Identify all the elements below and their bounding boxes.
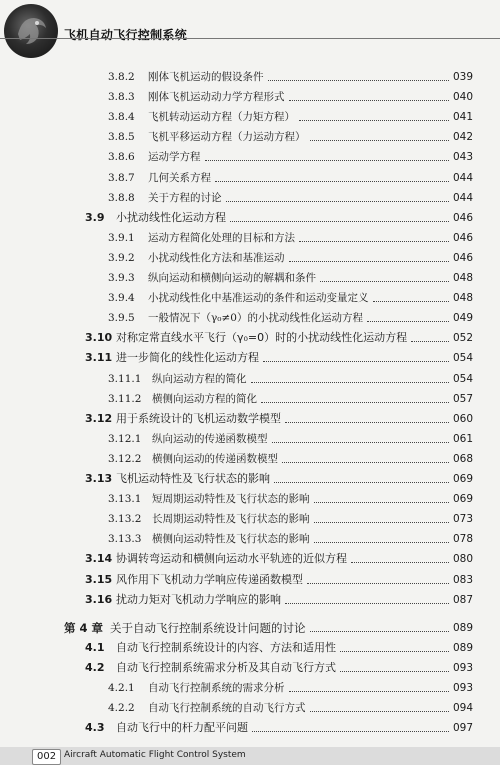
toc-entry[interactable] <box>0 208 500 228</box>
toc-entry-title: 自动飞行控制系统的需求分析 <box>148 682 285 694</box>
book-logo-emblem <box>4 4 58 58</box>
page-header <box>0 0 500 60</box>
toc-entry-number: 3.9.1 <box>108 231 135 244</box>
toc-entry-number: 3.9.3 <box>108 272 135 284</box>
toc-entry-title: 运动方程简化处理的目标和方法 <box>148 231 295 244</box>
toc-leader-dots <box>205 147 449 167</box>
toc-entry[interactable] <box>0 288 500 308</box>
toc-entry-page: 044 <box>452 171 473 184</box>
toc-entry-page: 052 <box>452 332 473 345</box>
toc-entry[interactable] <box>0 268 500 288</box>
toc-entry-title: 长周期运动特性及飞行状态的影响 <box>152 513 310 526</box>
toc-entry-number: 3.8.6 <box>108 151 135 164</box>
toc-entry-page: 060 <box>452 412 473 425</box>
toc-leader-dots <box>268 67 449 87</box>
toc-entry[interactable] <box>0 469 500 489</box>
toc-entry-number: 3.12.2 <box>108 452 142 465</box>
footer-english-title: Aircraft Automatic Flight Control System <box>64 750 246 760</box>
toc-entry[interactable] <box>0 67 500 87</box>
toc-entry[interactable] <box>0 87 500 107</box>
toc-entry[interactable] <box>0 529 500 549</box>
toc-entry-number: 3.11 <box>85 351 113 365</box>
toc-leader-dots <box>299 228 449 248</box>
toc-entry-number: 3.12.1 <box>108 432 142 445</box>
toc-entry-page: 061 <box>452 432 473 445</box>
toc-entry-page: 042 <box>452 131 473 144</box>
toc-entry-page: 039 <box>452 71 473 83</box>
toc-entry[interactable] <box>0 678 500 698</box>
toc-entry[interactable] <box>0 188 500 208</box>
toc-entry[interactable] <box>0 489 500 509</box>
toc-entry-title: 风作用下飞机动力学响应传递函数模型 <box>116 572 303 586</box>
toc-entry[interactable] <box>0 409 500 429</box>
toc-entry-page: 093 <box>452 682 473 694</box>
toc-entry-title: 关于方程的讨论 <box>148 191 222 204</box>
toc-entry-title: 用于系统设计的飞机运动数学模型 <box>116 411 281 425</box>
toc-entry-number: 3.9 <box>85 210 105 224</box>
toc-entry-number: 3.8.4 <box>108 111 135 124</box>
toc-entry-page: 044 <box>452 191 473 204</box>
toc-entry-number: 3.8.8 <box>108 191 135 204</box>
toc-entry-page: 083 <box>452 573 473 586</box>
toc-entry[interactable] <box>0 658 500 678</box>
toc-leader-dots <box>314 489 449 509</box>
toc-entry-page: 089 <box>452 621 473 634</box>
toc-entry-page: 089 <box>452 641 473 654</box>
toc-entry[interactable] <box>0 127 500 147</box>
toc-entry-number: 3.11.1 <box>108 372 142 385</box>
toc-entry-title: 纵向运动方程的简化 <box>152 372 247 385</box>
toc-entry-page: 040 <box>452 91 473 104</box>
toc-entry-number: 4.2.1 <box>108 682 135 694</box>
toc-entry-number: 3.14 <box>85 552 113 566</box>
toc-entry-number: 第 4 章 <box>64 620 104 635</box>
toc-entry[interactable] <box>0 168 500 188</box>
toc-entry-page: 069 <box>452 493 473 506</box>
toc-entry-number: 4.3 <box>85 721 105 735</box>
toc-entry[interactable] <box>0 718 500 738</box>
toc-entry-page: 043 <box>452 151 473 164</box>
toc-entry-number: 3.10 <box>85 331 113 345</box>
toc-entry[interactable] <box>0 328 500 348</box>
toc-entry-number: 3.13.1 <box>108 493 142 506</box>
toc-entry[interactable] <box>0 429 500 449</box>
toc-entry-title: 横侧向运动特性及飞行状态的影响 <box>152 533 310 546</box>
toc-leader-dots <box>307 570 449 590</box>
toc-entry[interactable] <box>0 389 500 409</box>
toc-leader-dots <box>285 590 449 610</box>
header-rule <box>0 38 500 39</box>
toc-entry[interactable] <box>0 107 500 127</box>
toc-entry-page: 048 <box>452 292 473 305</box>
toc-entry-number: 4.2 <box>85 660 105 674</box>
toc-entry-page: 041 <box>452 111 473 124</box>
toc-entry[interactable] <box>0 449 500 469</box>
toc-entry-page: 073 <box>452 513 473 526</box>
toc-entry-number: 4.2.2 <box>108 702 135 715</box>
toc-leader-dots <box>272 429 449 449</box>
toc-entry[interactable] <box>0 248 500 268</box>
toc-entry-title: 运动学方程 <box>148 151 201 164</box>
toc-entry-title: 自动飞行控制系统的自动飞行方式 <box>148 702 306 715</box>
toc-entry[interactable] <box>0 147 500 167</box>
toc-leader-dots <box>282 449 449 469</box>
toc-leader-dots <box>289 678 449 698</box>
toc-leader-dots <box>263 348 449 368</box>
toc-entry-page: 054 <box>452 352 473 365</box>
toc-entry-page: 069 <box>452 473 473 485</box>
toc-entry-number: 3.9.5 <box>108 312 135 325</box>
toc-entry[interactable] <box>0 570 500 590</box>
toc-leader-dots <box>274 469 449 489</box>
toc-entry-number: 3.11.2 <box>108 392 142 405</box>
toc-entry-title: 协调转弯运动和横侧向运动水平轨迹的近似方程 <box>116 552 347 566</box>
toc-leader-dots <box>299 107 449 127</box>
toc-entry-page: 094 <box>452 702 473 715</box>
toc-entry-page: 078 <box>452 533 473 546</box>
toc-leader-dots <box>310 618 449 638</box>
toc-entry-page: 087 <box>452 593 473 606</box>
toc-leader-dots <box>289 87 449 107</box>
toc-leader-dots <box>285 409 449 429</box>
toc-leader-dots <box>261 389 449 409</box>
toc-entry-title: 自动飞行控制系统设计的内容、方法和适用性 <box>116 640 336 654</box>
toc-leader-dots <box>215 168 449 188</box>
toc-entry-title: 小扰动线性化方法和基准运动 <box>148 251 285 264</box>
toc-entry-title: 飞机运动特性及飞行状态的影响 <box>116 472 270 485</box>
toc-entry[interactable] <box>0 509 500 529</box>
toc-entry-number: 3.8.3 <box>108 91 135 104</box>
toc-entry-title: 自动飞行控制系统需求分析及其自动飞行方式 <box>116 660 336 674</box>
toc-leader-dots <box>289 248 449 268</box>
toc-entry[interactable] <box>0 698 500 718</box>
toc-leader-dots <box>310 127 449 147</box>
toc-entry-page: 068 <box>452 452 473 465</box>
toc-entry-page: 046 <box>452 251 473 264</box>
toc-leader-dots <box>373 288 449 308</box>
toc-entry-number: 3.8.7 <box>108 171 135 184</box>
toc-entry[interactable] <box>0 590 500 610</box>
toc-entry[interactable] <box>0 348 500 368</box>
toc-entry-page: 057 <box>452 392 473 405</box>
toc-leader-dots <box>226 188 449 208</box>
toc-entry-title: 纵向运动的传递函数模型 <box>152 432 268 445</box>
toc-entry[interactable] <box>0 618 500 638</box>
toc-entry-number: 3.8.2 <box>108 71 135 83</box>
toc-entry[interactable] <box>0 369 500 389</box>
toc-leader-dots <box>230 208 449 228</box>
dragon-emblem-icon <box>4 4 58 58</box>
toc-entry-number: 3.15 <box>85 572 113 586</box>
toc-leader-dots <box>340 638 449 658</box>
toc-leader-dots <box>320 268 449 288</box>
toc-entry-title: 自动飞行中的杆力配平问题 <box>116 721 248 735</box>
toc-entry-number: 3.9.2 <box>108 251 135 264</box>
toc-entry-number: 3.16 <box>85 592 113 606</box>
toc-leader-dots <box>314 529 449 549</box>
toc-entry-page: 046 <box>452 211 473 224</box>
toc-entry-title: 关于自动飞行控制系统设计问题的讨论 <box>110 620 306 635</box>
toc-entry-number: 3.12 <box>85 411 113 425</box>
toc-entry-title: 一般情况下（γ₀≠0）的小扰动线性化运动方程 <box>148 312 363 325</box>
toc-entry[interactable] <box>0 228 500 248</box>
toc-entry-title: 小扰动线性化运动方程 <box>116 210 226 224</box>
book-title: 飞机自动飞行控制系统 <box>64 28 188 42</box>
toc-entry-page: 046 <box>452 231 473 244</box>
toc-entry-number: 4.1 <box>85 640 105 654</box>
toc-entry-number: 3.13 <box>85 472 113 485</box>
toc-entry-page: 097 <box>452 722 473 735</box>
toc-leader-dots <box>351 549 449 569</box>
toc-entry-title: 刚体飞机运动的假设条件 <box>148 71 264 83</box>
toc-entry-number: 3.8.5 <box>108 131 135 144</box>
toc-entry-number: 3.13.2 <box>108 513 142 526</box>
toc-entry-page: 054 <box>452 372 473 385</box>
toc-entry-title: 飞机平移运动方程（力运动方程） <box>148 131 306 144</box>
toc-leader-dots <box>367 308 449 328</box>
toc-leader-dots <box>411 328 449 348</box>
toc-entry-title: 短周期运动特性及飞行状态的影响 <box>152 493 310 506</box>
toc-leader-dots <box>251 369 449 389</box>
toc-entry-title: 横侧向运动方程的简化 <box>152 392 257 405</box>
toc-entry-page: 080 <box>452 553 473 566</box>
toc-entry-title: 几何关系方程 <box>148 171 211 184</box>
footer-page-number: 002 <box>32 749 61 765</box>
toc-entry-title: 刚体飞机运动动力学方程形式 <box>148 91 285 104</box>
toc-entry[interactable] <box>0 638 500 658</box>
toc-entry[interactable] <box>0 308 500 328</box>
toc-entry-title: 飞机转动运动方程（力矩方程） <box>148 111 295 124</box>
toc-entry-title: 对称定常直线水平飞行（γ₀=0）时的小扰动线性化运动方程 <box>116 331 408 345</box>
toc-entry-page: 049 <box>452 312 473 325</box>
toc-entry-page: 093 <box>452 661 473 674</box>
toc-entry-number: 3.13.3 <box>108 533 142 546</box>
toc-entry[interactable] <box>0 549 500 569</box>
toc-leader-dots <box>310 698 449 718</box>
toc-entry-title: 横侧向运动的传递函数模型 <box>152 452 278 465</box>
toc-entry-page: 048 <box>452 272 473 284</box>
toc-leader-dots <box>252 718 449 738</box>
page-footer <box>0 747 500 765</box>
toc-entry-title: 进一步简化的线性化运动方程 <box>116 351 259 365</box>
toc-entry-title: 小扰动线性化中基准运动的条件和运动变量定义 <box>148 292 369 305</box>
toc-leader-dots <box>340 658 449 678</box>
toc-leader-dots <box>314 509 449 529</box>
toc-entry-title: 纵向运动和横侧向运动的解耦和条件 <box>148 272 316 284</box>
toc-entry-title: 扰动力矩对飞机动力学响应的影响 <box>116 592 281 606</box>
toc-entry-number: 3.9.4 <box>108 292 135 305</box>
